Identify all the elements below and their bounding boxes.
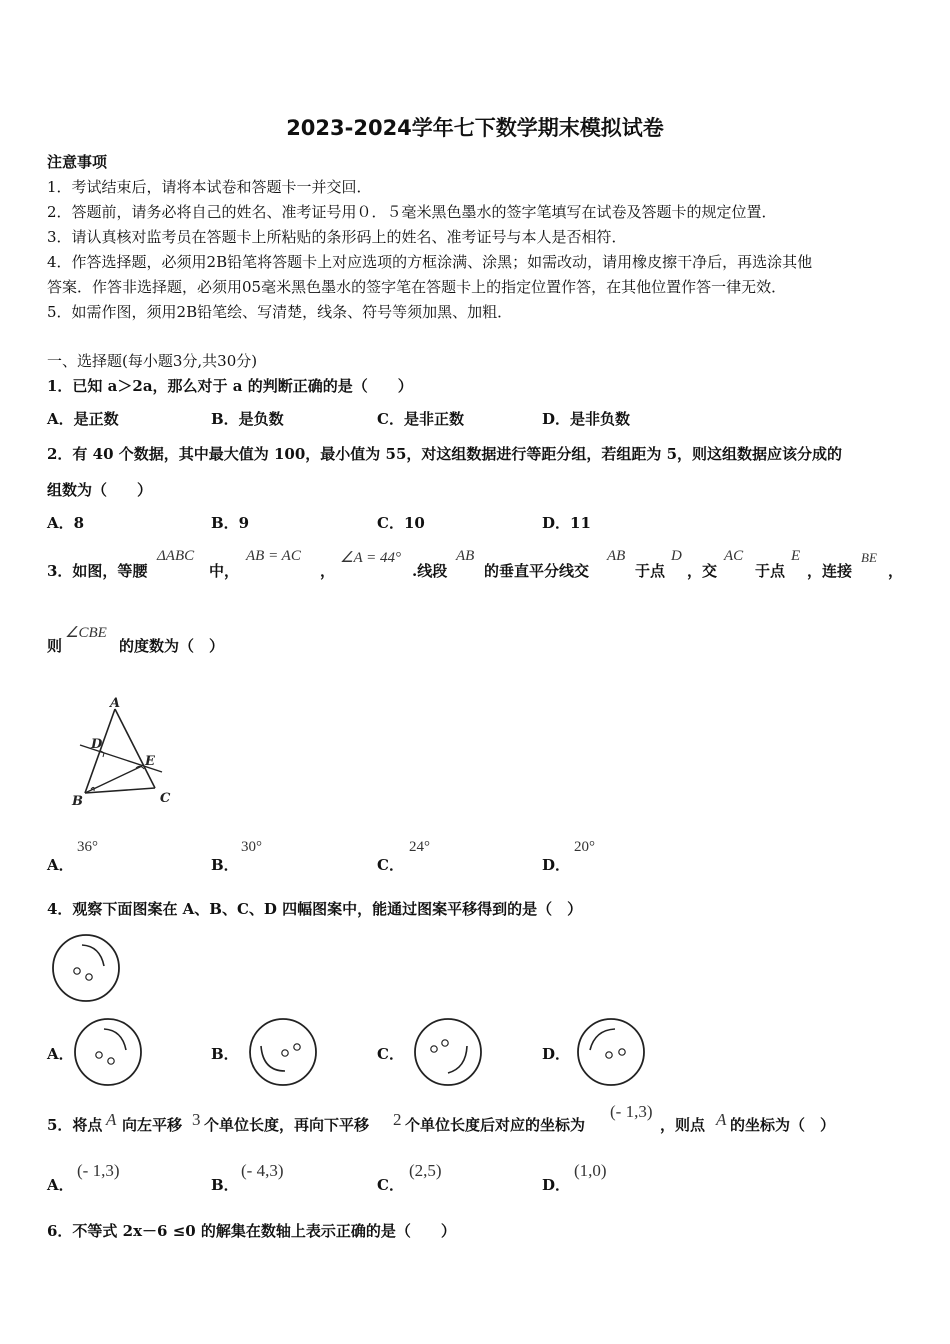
figure-label-b: B (72, 794, 83, 809)
q3-option-d-letter: D． (542, 856, 571, 874)
note-item: 1．考试结束后，请将本试卷和答题卡一并交回． (47, 178, 372, 196)
q3-text: 中， (209, 562, 240, 580)
note-item: 5．如需作图，须用2B铅笔绘、写清楚，线条、符号等须加黑、加粗． (47, 303, 513, 321)
q2-option-d: D．11 (542, 514, 591, 532)
q5-text: 个单位长度后对应的坐标为 (405, 1116, 586, 1134)
q4-option-b-letter: B． (211, 1045, 239, 1063)
section-heading: 一、选择题(每小题3分,共30分) (47, 352, 258, 370)
q6-stem: 6．不等式 2x－6 ≤0 的解集在数轴上表示正确的是（ ） (47, 1222, 456, 1240)
q3-number: 3．如图，等腰 (47, 562, 148, 580)
q4-option-c-letter: C． (377, 1045, 404, 1063)
q5-option-d-letter: D． (542, 1176, 571, 1194)
q3-option-d-value: 20° (574, 839, 595, 855)
math-three: 3 (192, 1110, 201, 1129)
math-coordinate: (- 1,3) (610, 1102, 653, 1121)
q5-option-b-value: (- 4,3) (241, 1161, 284, 1180)
q4-option-a-letter: A． (47, 1045, 74, 1063)
q5-option-a-letter: A． (47, 1176, 74, 1194)
q3-text: 于点 (755, 562, 786, 580)
q3-triangle-figure (70, 695, 180, 810)
q3-text: ，连接 (807, 562, 853, 580)
math-triangle-abc: ΔABC (157, 548, 195, 564)
q5-option-b-letter: B． (211, 1176, 239, 1194)
q5-text: 5．将点 (47, 1116, 103, 1134)
math-point-a: A (716, 1110, 727, 1129)
q5-option-d-value: (1,0) (574, 1161, 607, 1180)
q5-option-c-value: (2,5) (409, 1161, 442, 1180)
q3-text: ， (320, 562, 336, 580)
q2-option-a: A．8 (47, 514, 85, 532)
math-ab: AB (607, 548, 626, 564)
q3-text: 的垂直平分线交 (484, 562, 590, 580)
math-ac: AC (724, 548, 744, 564)
page-title: 2023-2024学年七下数学期末模拟试卷 (286, 116, 664, 140)
q4-option-a-face (72, 1016, 144, 1088)
q3-text: 的度数为（ ） (119, 637, 225, 655)
q3-option-a-value: 36° (77, 839, 98, 855)
q1-stem: 1．已知 a＞2a，那么对于 a 的判断正确的是（ ） (47, 377, 413, 395)
math-ab: AB (456, 548, 475, 564)
q5-option-a-value: (- 1,3) (77, 1161, 120, 1180)
math-angle-a: ∠A = 44° (340, 550, 401, 566)
q4-option-d-face (575, 1016, 647, 1088)
math-point-a: A (106, 1110, 117, 1129)
q2-option-c: C．10 (377, 514, 425, 532)
math-two: 2 (393, 1110, 402, 1129)
q2-option-b: B．9 (211, 514, 250, 532)
q3-option-c-letter: C． (377, 856, 404, 874)
q3-option-b-value: 30° (241, 839, 262, 855)
q5-text: 向左平移 (122, 1116, 183, 1134)
math-e: E (791, 548, 801, 564)
q1-option-d: D．是非负数 (542, 410, 631, 428)
q2-stem-line1: 2．有 40 个数据，其中最大值为 100，最小值为 55，对这组数据进行等距分组，若组距为 5，则这组数据应该分成的 (47, 445, 843, 463)
note-item: 3．请认真核对监考员在答题卡上所粘贴的条形码上的姓名、准考证号与本人是否相符． (47, 228, 627, 246)
notes-heading: 注意事项 (47, 153, 108, 171)
q5-option-c-letter: C． (377, 1176, 404, 1194)
q2-stem-line2: 组数为（ ） (47, 481, 153, 499)
figure-label-c: C (160, 791, 171, 806)
q3-text: .线段 (412, 562, 448, 580)
q4-option-b-face (247, 1016, 319, 1088)
note-item: 答案．作答非选择题，必须用05毫米黑色墨水的签字笔在答题卡上的指定位置作答，在其他位置作答一律无效． (47, 278, 787, 296)
q3-option-c-value: 24° (409, 839, 430, 855)
figure-label-d: D (91, 737, 103, 752)
q5-text: 的坐标为（ ） (730, 1116, 836, 1134)
math-be: BE (861, 550, 877, 565)
q3-option-a-letter: A． (47, 856, 74, 874)
q1-option-c: C．是非正数 (377, 410, 464, 428)
q4-stem: 4．观察下面图案在 A、B、C、D 四幅图案中，能通过图案平移得到的是（ ） (47, 900, 583, 918)
q3-text: 于点 (635, 562, 666, 580)
q3-option-b-letter: B． (211, 856, 239, 874)
figure-label-a: A (110, 696, 121, 711)
figure-label-e: E (145, 754, 155, 769)
q4-reference-face (50, 932, 122, 1004)
q4-option-c-face (412, 1016, 484, 1088)
math-angle-cbe: ∠CBE (65, 625, 107, 641)
q5-text: 个单位长度，再向下平移 (204, 1116, 370, 1134)
q3-text: ，交 (687, 562, 718, 580)
q1-option-a: A．是正数 (47, 410, 119, 428)
q3-text: ， (888, 562, 904, 580)
q5-text: ，则点 (660, 1116, 706, 1134)
q3-text: 则 (47, 637, 63, 655)
note-item: 2．答题前，请务必将自己的姓名、准考证号用０．５毫米黑色墨水的签字笔填写在试卷及答题卡的规定位置． (47, 203, 777, 221)
note-item: 4．作答选择题，必须用2B铅笔将答题卡上对应选项的方框涂满、涂黑；如需改动，请用橡皮擦干净后，再选涂其他 (47, 253, 813, 271)
math-ab-equals-ac: AB = AC (246, 548, 301, 564)
q4-option-d-letter: D． (542, 1045, 571, 1063)
math-d: D (671, 548, 682, 564)
q1-option-b: B．是负数 (211, 410, 284, 428)
